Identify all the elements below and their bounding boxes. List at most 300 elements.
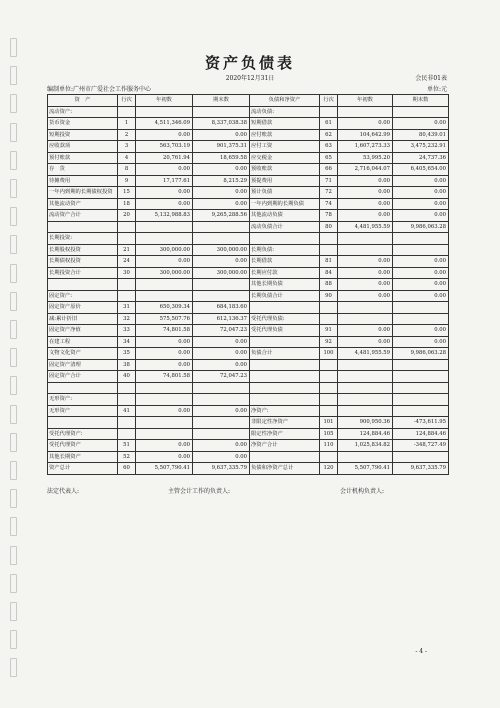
cell-asset-name: 受托代理资产: — [48, 428, 118, 440]
cell-liab-line: 63 — [320, 141, 338, 153]
cell-asset-name: 减:累计折旧 — [48, 313, 118, 325]
table-row — [48, 440, 449, 452]
binder-hole — [10, 658, 17, 677]
cell-liab-closing: 80,439.01 — [393, 129, 449, 141]
cell-asset-name: 待摊费用 — [48, 175, 118, 187]
table-row — [48, 290, 449, 302]
page-number: - 4 - — [415, 648, 427, 655]
cell-asset-closing: 0.00 — [193, 129, 250, 141]
cell-liab-name — [250, 359, 320, 371]
cell-liab-closing: 3,475,232.91 — [393, 141, 449, 153]
cell-asset-opening: 0.00 — [136, 440, 193, 452]
cell-asset-name: 固定资产合计 — [48, 371, 118, 383]
cell-asset-line: 52 — [118, 451, 136, 463]
cell-asset-name — [48, 279, 118, 291]
cell-asset-closing: 0.00 — [193, 164, 250, 176]
cell-liab-opening: 4,481,955.59 — [338, 348, 393, 360]
binder-hole — [10, 546, 17, 565]
binder-hole — [10, 630, 17, 649]
cell-asset-name: 其他长期资产 — [48, 451, 118, 463]
cell-liab-name: 负债合计 — [250, 348, 320, 360]
cell-asset-closing: 0.00 — [193, 440, 250, 452]
header-opening: 年初数 — [136, 95, 193, 107]
cell-asset-name: 资产总计 — [48, 463, 118, 475]
cell-asset-name: 长期股权投资 — [48, 244, 118, 256]
table-row — [48, 198, 449, 210]
cell-asset-line: 41 — [118, 405, 136, 417]
table-row — [48, 279, 449, 291]
cell-liab-line: 101 — [320, 417, 338, 429]
cell-liab-name: 流动负债: — [250, 106, 320, 118]
table-row — [48, 428, 449, 440]
cell-asset-opening: 17,177.61 — [136, 175, 193, 187]
cell-liab-line — [320, 382, 338, 394]
cell-asset-name: 文物文化资产 — [48, 348, 118, 360]
cell-liab-name: 净资产合计 — [250, 440, 320, 452]
cell-liab-closing — [393, 394, 449, 406]
cell-asset-line — [118, 382, 136, 394]
binder-hole — [10, 574, 17, 593]
cell-asset-closing — [193, 233, 250, 245]
cell-asset-line — [118, 290, 136, 302]
cell-liab-name: 非限定性净资产 — [250, 417, 320, 429]
cell-asset-line: 21 — [118, 244, 136, 256]
cell-liab-name — [250, 371, 320, 383]
cell-liab-name: 限定性净资产 — [250, 428, 320, 440]
cell-liab-closing — [393, 405, 449, 417]
cell-asset-closing: 0.00 — [193, 198, 250, 210]
cell-liab-closing: 0.00 — [393, 256, 449, 268]
cell-asset-line: 33 — [118, 325, 136, 337]
cell-liab-name — [250, 302, 320, 314]
cell-liab-line: 71 — [320, 175, 338, 187]
cell-asset-opening: 4,511,346.09 — [136, 118, 193, 130]
binder-hole — [10, 292, 17, 311]
cell-asset-opening — [136, 382, 193, 394]
cell-liab-closing — [393, 451, 449, 463]
cell-liab-closing — [393, 106, 449, 118]
cell-asset-opening: 0.00 — [136, 187, 193, 199]
table-body — [48, 106, 449, 474]
cell-liab-opening: 2,716,044.07 — [338, 164, 393, 176]
page-title: 资产负债表 — [204, 54, 295, 72]
cell-asset-name: 在建工程 — [48, 336, 118, 348]
cell-asset-line: 2 — [118, 129, 136, 141]
cell-liab-opening: 53,995.20 — [338, 152, 393, 164]
table-row — [48, 256, 449, 268]
cell-asset-line — [118, 417, 136, 429]
table-row — [48, 221, 449, 233]
cell-liab-closing: 0.00 — [393, 279, 449, 291]
cell-liab-line — [320, 233, 338, 245]
cell-asset-name: 固定资产原价 — [48, 302, 118, 314]
cell-liab-closing — [393, 313, 449, 325]
cell-liab-name — [250, 336, 320, 348]
table-row — [48, 394, 449, 406]
reporting-unit: 编制单位:广州市广爱社会工作服务中心 — [47, 86, 152, 93]
cell-asset-line: 38 — [118, 359, 136, 371]
cell-asset-closing: 0.00 — [193, 348, 250, 360]
cell-liab-line: 61 — [320, 118, 338, 130]
cell-liab-line — [320, 451, 338, 463]
cell-liab-name: 长期应付款 — [250, 267, 320, 279]
cell-asset-name: 固定资产清理 — [48, 359, 118, 371]
cell-liab-closing: 0.00 — [393, 290, 449, 302]
cell-liab-line: 78 — [320, 210, 338, 222]
cell-liab-opening — [338, 451, 393, 463]
cell-liab-closing: 0.00 — [393, 198, 449, 210]
cell-asset-line: 35 — [118, 348, 136, 360]
binder-hole — [10, 151, 17, 170]
table-row — [48, 336, 449, 348]
cell-liab-name: 流动负债合计 — [250, 221, 320, 233]
table-row — [48, 244, 449, 256]
cell-liab-opening: 0.00 — [338, 279, 393, 291]
cell-asset-closing: 0.00 — [193, 187, 250, 199]
table-row — [48, 187, 449, 199]
cell-asset-closing: 72,047.23 — [193, 325, 250, 337]
cell-asset-opening: 74,801.58 — [136, 371, 193, 383]
table-row — [48, 405, 449, 417]
binder-hole — [10, 376, 17, 395]
cell-asset-opening — [136, 221, 193, 233]
cell-asset-name: 无形资产 — [48, 405, 118, 417]
table-row — [48, 106, 449, 118]
cell-asset-opening: 0.00 — [136, 405, 193, 417]
binder-hole — [10, 433, 17, 452]
cell-liab-line — [320, 302, 338, 314]
cell-liab-line: 84 — [320, 267, 338, 279]
table-row — [48, 152, 449, 164]
cell-asset-line: 60 — [118, 463, 136, 475]
table-row — [48, 463, 449, 475]
cell-asset-closing: 612,136.37 — [193, 313, 250, 325]
cell-asset-closing: 72,047.23 — [193, 371, 250, 383]
cell-liab-line — [320, 106, 338, 118]
binder-hole — [10, 235, 17, 254]
cell-liab-closing: 0.00 — [393, 336, 449, 348]
cell-asset-name: 应收款项 — [48, 141, 118, 153]
cell-liab-line: 92 — [320, 336, 338, 348]
cell-asset-opening: 0.00 — [136, 164, 193, 176]
header-line-no: 行次 — [118, 95, 136, 107]
cell-liab-line — [320, 359, 338, 371]
cell-liab-line: 100 — [320, 348, 338, 360]
binder-hole — [10, 602, 17, 621]
cell-liab-closing — [393, 233, 449, 245]
cell-liab-opening: 5,507,790.41 — [338, 463, 393, 475]
cell-asset-line — [118, 279, 136, 291]
cell-asset-closing: 901,375.31 — [193, 141, 250, 153]
cell-asset-opening: 300,000.00 — [136, 267, 193, 279]
cell-asset-closing: 0.00 — [193, 336, 250, 348]
cell-asset-closing: 684,183.60 — [193, 302, 250, 314]
cell-liab-name: 受托代理负债: — [250, 313, 320, 325]
legal-representative-label: 法定代表人: — [47, 488, 80, 495]
cell-liab-name: 长期负债合计 — [250, 290, 320, 302]
cell-liab-name: 其他流动负债 — [250, 210, 320, 222]
cell-liab-line: 90 — [320, 290, 338, 302]
table-row — [48, 325, 449, 337]
cell-liab-opening: 0.00 — [338, 325, 393, 337]
binder-hole — [10, 179, 17, 198]
cell-asset-closing: 0.00 — [193, 451, 250, 463]
cell-asset-line — [118, 221, 136, 233]
cell-asset-name: 短期投资 — [48, 129, 118, 141]
binder-hole — [10, 264, 17, 283]
cell-asset-name: 一年内到期的长期债权投资 — [48, 187, 118, 199]
accounting-head-label: 主管会计工作的负责人: — [168, 488, 231, 495]
cell-liab-opening — [338, 313, 393, 325]
table-row — [48, 302, 449, 314]
cell-asset-line: 32 — [118, 313, 136, 325]
cell-liab-opening — [338, 382, 393, 394]
cell-asset-opening: 74,801.58 — [136, 325, 193, 337]
cell-liab-opening — [338, 405, 393, 417]
header-closing-2: 期末数 — [393, 95, 449, 107]
cell-asset-opening: 0.00 — [136, 451, 193, 463]
cell-liab-name — [250, 451, 320, 463]
cell-asset-opening: 0.00 — [136, 336, 193, 348]
currency-unit: 单位:元 — [426, 86, 447, 93]
cell-asset-opening: 5,507,790.41 — [136, 463, 193, 475]
cell-liab-line — [320, 313, 338, 325]
cell-liab-line: 62 — [320, 129, 338, 141]
cell-liab-name: 短期借款 — [250, 118, 320, 130]
cell-asset-opening: 20,761.94 — [136, 152, 193, 164]
cell-asset-line: 8 — [118, 164, 136, 176]
cell-asset-opening: 0.00 — [136, 359, 193, 371]
cell-liab-closing: 9,986,063.28 — [393, 221, 449, 233]
cell-asset-line — [118, 428, 136, 440]
cell-asset-closing: 300,000.00 — [193, 267, 250, 279]
binder-hole — [10, 461, 17, 480]
cell-liab-name: 负债和净资产总计 — [250, 463, 320, 475]
cell-liab-closing: 0.00 — [393, 267, 449, 279]
binder-hole — [10, 320, 17, 339]
cell-asset-opening: 300,000.00 — [136, 244, 193, 256]
cell-liab-line: 74 — [320, 198, 338, 210]
cell-asset-name: 流动资产合计 — [48, 210, 118, 222]
cell-liab-name: 预收账款 — [250, 164, 320, 176]
cell-asset-closing — [193, 382, 250, 394]
cell-asset-opening — [136, 290, 193, 302]
cell-liab-opening — [338, 106, 393, 118]
header-asset: 资 产 — [48, 95, 118, 107]
header-line-no-2: 行次 — [320, 95, 338, 107]
cell-liab-name: 其他长期负债 — [250, 279, 320, 291]
cell-liab-closing: 9,986,063.28 — [393, 348, 449, 360]
cell-asset-closing: 300,000.00 — [193, 244, 250, 256]
cell-liab-opening: 0.00 — [338, 198, 393, 210]
cell-asset-name: 长期债权投资 — [48, 256, 118, 268]
cell-liab-line: 80 — [320, 221, 338, 233]
cell-liab-closing: 6,405,654.00 — [393, 164, 449, 176]
table-row — [48, 210, 449, 222]
cell-liab-opening — [338, 371, 393, 383]
cell-liab-name: 预提费用 — [250, 175, 320, 187]
cell-asset-opening — [136, 417, 193, 429]
cell-asset-line: 24 — [118, 256, 136, 268]
cell-asset-opening: 650,309.34 — [136, 302, 193, 314]
table-row — [48, 129, 449, 141]
cell-asset-name — [48, 417, 118, 429]
cell-asset-closing — [193, 428, 250, 440]
cell-liab-closing: 0.00 — [393, 187, 449, 199]
cell-liab-opening — [338, 302, 393, 314]
cell-liab-line — [320, 244, 338, 256]
table-row — [48, 164, 449, 176]
cell-asset-name: 受托代理资产 — [48, 440, 118, 452]
binder-hole — [10, 517, 17, 536]
cell-asset-closing: 0.00 — [193, 405, 250, 417]
cell-asset-name: 流动资产: — [48, 106, 118, 118]
cell-asset-closing — [193, 221, 250, 233]
cell-liab-closing: 9,637,335.79 — [393, 463, 449, 475]
cell-asset-name: 长期投资: — [48, 233, 118, 245]
cell-asset-line: 3 — [118, 141, 136, 153]
table-row — [48, 382, 449, 394]
table-row — [48, 348, 449, 360]
cell-liab-line: 120 — [320, 463, 338, 475]
binder-hole — [10, 207, 17, 226]
cell-asset-closing — [193, 417, 250, 429]
cell-asset-closing — [193, 106, 250, 118]
cell-asset-line: 31 — [118, 302, 136, 314]
cell-liab-closing: 0.00 — [393, 210, 449, 222]
cell-liab-closing: 0.00 — [393, 118, 449, 130]
cell-asset-closing: 0.00 — [193, 359, 250, 371]
cell-asset-opening — [136, 394, 193, 406]
cell-asset-opening — [136, 233, 193, 245]
cell-liab-opening: 4,481,955.59 — [338, 221, 393, 233]
cell-liab-name: 受托代理负债 — [250, 325, 320, 337]
cell-liab-opening: 104,642.99 — [338, 129, 393, 141]
cell-liab-name — [250, 394, 320, 406]
cell-liab-opening: 0.00 — [338, 210, 393, 222]
header-opening-2: 年初数 — [338, 95, 393, 107]
cell-asset-opening — [136, 106, 193, 118]
cell-liab-line — [320, 394, 338, 406]
cell-asset-opening: 0.00 — [136, 348, 193, 360]
accounting-dept-head-label: 会计机构负责人: — [340, 488, 385, 495]
table-row — [48, 118, 449, 130]
header-closing: 期末数 — [193, 95, 250, 107]
cell-asset-name — [48, 382, 118, 394]
cell-liab-opening: 900,950.36 — [338, 417, 393, 429]
cell-liab-name: 应付账款 — [250, 129, 320, 141]
cell-asset-closing: 18,659.58 — [193, 152, 250, 164]
cell-liab-closing: -473,611.95 — [393, 417, 449, 429]
cell-liab-closing — [393, 244, 449, 256]
cell-liab-closing: -348,727.49 — [393, 440, 449, 452]
cell-asset-opening: 575,507.76 — [136, 313, 193, 325]
cell-asset-line: 15 — [118, 187, 136, 199]
report-date: 2020年12月31日 — [225, 75, 275, 82]
cell-liab-name: 一年内到期的长期负债 — [250, 198, 320, 210]
table-row — [48, 267, 449, 279]
cell-liab-closing — [393, 382, 449, 394]
table-header-row — [48, 95, 449, 107]
balance-sheet-table — [47, 94, 449, 475]
binder-holes — [4, 0, 24, 708]
cell-liab-name: 应交税金 — [250, 152, 320, 164]
cell-liab-line: 110 — [320, 440, 338, 452]
cell-liab-line: 72 — [320, 187, 338, 199]
cell-asset-closing: 8,215.29 — [193, 175, 250, 187]
cell-liab-closing: 124,884.46 — [393, 428, 449, 440]
cell-asset-opening: 5,132,988.83 — [136, 210, 193, 222]
table-row — [48, 313, 449, 325]
cell-liab-opening: 0.00 — [338, 118, 393, 130]
cell-liab-closing: 24,737.36 — [393, 152, 449, 164]
cell-asset-name: 其他流动资产 — [48, 198, 118, 210]
table-row — [48, 371, 449, 383]
cell-liab-opening — [338, 359, 393, 371]
cell-liab-opening — [338, 244, 393, 256]
cell-liab-line: 105 — [320, 428, 338, 440]
cell-asset-line — [118, 106, 136, 118]
cell-asset-opening: 0.00 — [136, 256, 193, 268]
cell-liab-closing — [393, 302, 449, 314]
cell-liab-line: 91 — [320, 325, 338, 337]
cell-liab-opening — [338, 394, 393, 406]
header-liability: 负债和净资产 — [250, 95, 320, 107]
cell-asset-closing — [193, 394, 250, 406]
cell-liab-opening: 0.00 — [338, 175, 393, 187]
cell-liab-opening: 124,884.46 — [338, 428, 393, 440]
cell-asset-name: 固定资产: — [48, 290, 118, 302]
table-row — [48, 417, 449, 429]
cell-asset-line: 1 — [118, 118, 136, 130]
cell-asset-name: 货币资金 — [48, 118, 118, 130]
cell-asset-closing — [193, 279, 250, 291]
cell-liab-closing: 0.00 — [393, 325, 449, 337]
cell-liab-line: 65 — [320, 152, 338, 164]
cell-asset-opening — [136, 428, 193, 440]
form-number: 会民非01表 — [415, 75, 447, 82]
cell-liab-line — [320, 405, 338, 417]
cell-asset-opening — [136, 279, 193, 291]
cell-asset-line: 30 — [118, 267, 136, 279]
cell-liab-closing: 0.00 — [393, 175, 449, 187]
cell-asset-closing — [193, 290, 250, 302]
cell-liab-opening: 0.00 — [338, 187, 393, 199]
cell-asset-line — [118, 394, 136, 406]
cell-asset-line: 40 — [118, 371, 136, 383]
binder-hole — [10, 123, 17, 142]
cell-liab-opening: 0.00 — [338, 267, 393, 279]
cell-liab-closing — [393, 371, 449, 383]
cell-liab-name: 长期负债: — [250, 244, 320, 256]
cell-asset-line: 18 — [118, 198, 136, 210]
cell-liab-opening: 1,025,834.82 — [338, 440, 393, 452]
table-row — [48, 359, 449, 371]
cell-asset-name: 固定资产净值 — [48, 325, 118, 337]
cell-liab-line: 81 — [320, 256, 338, 268]
cell-liab-name: 应付工资 — [250, 141, 320, 153]
cell-liab-name: 净资产: — [250, 405, 320, 417]
binder-hole — [10, 405, 17, 424]
cell-asset-closing: 8,337,038.38 — [193, 118, 250, 130]
cell-liab-closing — [393, 359, 449, 371]
binder-hole — [10, 94, 17, 113]
cell-asset-name: 无形资产: — [48, 394, 118, 406]
cell-liab-opening: 0.00 — [338, 336, 393, 348]
cell-asset-opening: 563,703.19 — [136, 141, 193, 153]
cell-liab-opening: 0.00 — [338, 290, 393, 302]
cell-asset-name: 存 货 — [48, 164, 118, 176]
